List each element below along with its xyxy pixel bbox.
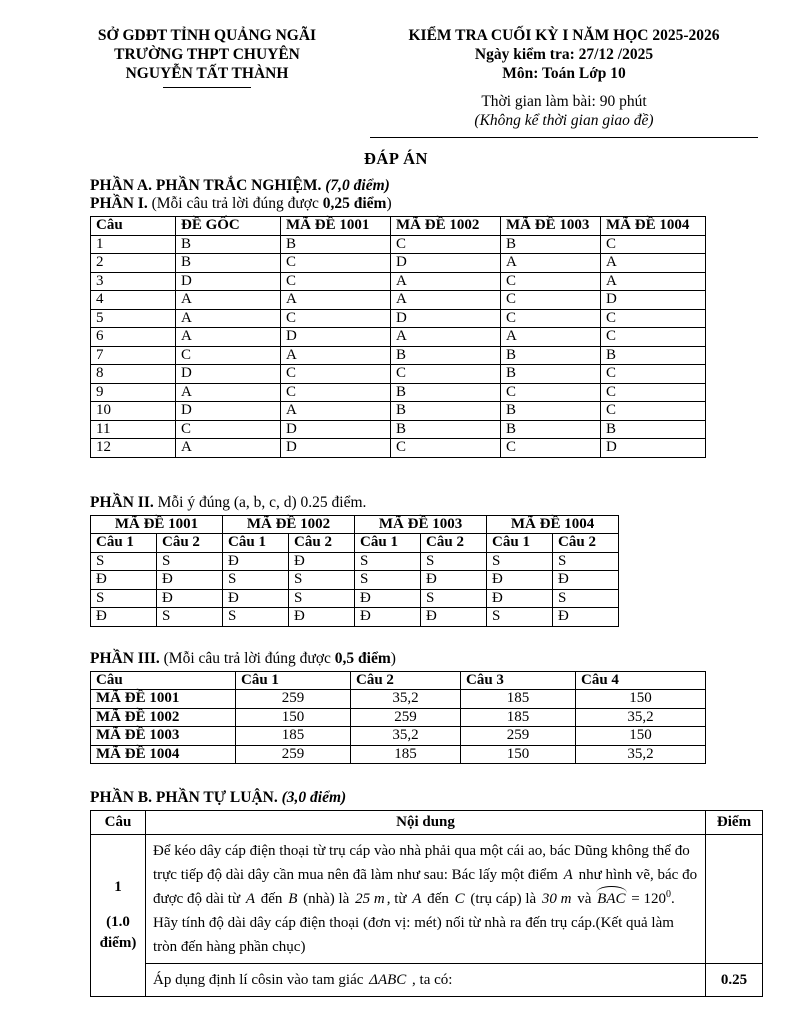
table-cell: C [281,254,391,273]
table-cell: B [601,420,706,439]
table-cell: 150 [461,745,576,764]
question-points-line2: điểm) [99,935,137,951]
table-cell: A [281,346,391,365]
table-cell: C [281,365,391,384]
part2-label: PHẦN II. [90,493,154,511]
table-cell: S [553,589,619,608]
table-cell: S [289,571,355,590]
section-a-label: PHẦN A. PHẦN TRẮC NGHIỆM. [90,177,326,194]
table-cell: B [176,235,281,254]
table-cell: C [281,309,391,328]
table-cell: 2 [91,254,176,273]
table-cell: B [501,420,601,439]
table-cell: 185 [351,745,461,764]
table-cell: B [391,383,501,402]
points-cell: 0.25 [706,964,763,997]
table-cell: Đ [487,571,553,590]
table-header-cell: Câu 1 [355,534,421,553]
table-cell: 259 [351,708,461,727]
table-cell: D [601,291,706,310]
table-cell: C [391,235,501,254]
table-cell: 185 [236,727,351,746]
department-name: SỞ GDĐT TỈNH QUẢNG NGÃI [97,27,317,44]
table-header-cell: Câu 1 [236,671,351,690]
table-cell: Đ [553,571,619,590]
table-header-cell: MÃ ĐỀ 1003 [501,217,601,236]
table-cell: 35,2 [351,727,461,746]
table-cell: B [501,346,601,365]
question-points-line1: (1.0 [106,914,130,930]
table-cell: Đ [223,589,289,608]
table-row [91,571,619,590]
table-cell: B [176,254,281,273]
section-a-points: (7,0 điểm) [325,177,390,194]
table-cell: D [391,309,501,328]
math-triangle-abc: ΔABC [369,972,407,988]
table-cell: S [355,552,421,571]
table-cell: 259 [236,745,351,764]
table-cell: C [176,420,281,439]
part3-heading-text: (Mỗi câu trả lời đúng được [159,649,335,667]
solution-text: Áp dụng định lí côsin vào tam giác [153,972,368,988]
table-cell: Đ [355,589,421,608]
essay-question-row [91,835,763,964]
part1-table-body [91,235,706,457]
table-row [91,309,706,328]
table-cell: C [391,365,501,384]
table-header-cell: MÃ ĐỀ 1001 [281,217,391,236]
table-row [91,439,706,458]
part2-answer-table [90,515,619,627]
exam-title: KIỂM TRA CUỐI KỲ I NĂM HỌC 2025-2026 [408,27,720,44]
table-cell: S [355,571,421,590]
essay-solution-row [91,964,763,997]
table-cell: D [176,365,281,384]
question-number: 1 [114,879,122,895]
table-header-cell: Điểm [706,811,763,835]
table-cell: A [501,254,601,273]
table-cell: A [176,291,281,310]
question-text: Để kéo dây cáp điện thoại từ trụ cáp vào nhà phải qua một cái ao, bác Dũng không thể đo trực tiếp độ dài dây cần mua nên đã làm như sau: Bác lấy một điểm [153,843,690,883]
question-text: như hình vẽ, bác đo được độ dài từ [153,867,698,907]
table-cell: S [553,552,619,571]
table-cell: 11 [91,420,176,439]
table-cell: B [391,346,501,365]
math-var-c: C [454,891,465,907]
table-cell: D [176,272,281,291]
table-cell: A [391,328,501,347]
table-cell: C [601,235,706,254]
table-cell: S [157,608,223,627]
table-cell: S [223,608,289,627]
table-cell: B [501,402,601,421]
table-cell: MÃ ĐỀ 1002 [91,708,236,727]
part2-heading [90,494,792,512]
math-var-a: A [563,867,573,883]
table-header-cell: MÃ ĐỀ 1002 [391,217,501,236]
table-cell: 5 [91,309,176,328]
exam-duration: Thời gian làm bài: 90 phút [481,93,647,110]
table-header-cell: Câu [91,811,146,835]
table-cell: D [176,402,281,421]
section-a-heading [90,177,792,195]
table-header-cell: Nội dung [146,811,706,835]
table-cell: A [391,272,501,291]
table-cell: 6 [91,328,176,347]
table-cell: 7 [91,346,176,365]
table-cell: Đ [355,608,421,627]
question-text: , từ [386,891,411,907]
math-degree-exponent: 0 [665,889,671,900]
table-row [91,608,619,627]
table-cell: MÃ ĐỀ 1003 [91,727,236,746]
table-header-cell: Câu 1 [223,534,289,553]
table-cell: 10 [91,402,176,421]
table-header-cell: Câu [91,671,236,690]
table-header-cell: Câu 2 [553,534,619,553]
part3-header-row [91,671,706,690]
table-cell: C [501,309,601,328]
essay-section-table [90,810,763,997]
table-cell: D [601,439,706,458]
table-cell: C [281,272,391,291]
table-header-cell: MÃ ĐỀ 1004 [601,217,706,236]
table-cell: 35,2 [576,745,706,764]
table-cell: A [501,328,601,347]
table-header-cell: MÃ ĐỀ 1003 [355,515,487,534]
table-cell: Đ [157,589,223,608]
table-row [91,254,706,273]
table-cell: Đ [289,552,355,571]
table-cell: 9 [91,383,176,402]
table-cell: 150 [576,727,706,746]
table-cell: Đ [91,571,157,590]
table-header-cell: Câu [91,217,176,236]
table-cell: A [601,254,706,273]
table-cell: A [281,402,391,421]
part2-group-header-row [91,515,619,534]
table-header-cell: ĐỀ GỐC [176,217,281,236]
part3-label: PHẦN III. [90,649,160,667]
table-row [91,365,706,384]
question-text: (nhà) là [299,891,354,907]
table-cell: C [601,383,706,402]
table-cell: D [281,328,391,347]
table-cell: A [176,328,281,347]
table-cell: B [281,235,391,254]
table-cell: A [281,291,391,310]
question-text: đến [423,891,453,907]
question-text: = 120 [627,891,666,907]
page-title: ĐÁP ÁN [364,149,428,168]
table-cell: S [289,589,355,608]
table-cell: B [501,365,601,384]
math-length-30m: 30 m [541,891,572,907]
table-cell: D [281,439,391,458]
question-number-spacer [92,898,144,912]
table-cell: Đ [487,589,553,608]
table-cell: 1 [91,235,176,254]
table-cell: 12 [91,439,176,458]
part1-label: PHẦN I. [90,195,148,212]
table-cell: 150 [576,690,706,709]
table-cell: 4 [91,291,176,310]
table-cell: C [501,291,601,310]
part3-points: 0,5 điểm [334,649,391,667]
question-content-cell [146,835,706,964]
table-cell: 8 [91,365,176,384]
table-cell: 150 [236,708,351,727]
table-cell: 35,2 [351,690,461,709]
table-row [91,291,706,310]
table-row [91,552,619,571]
table-cell: A [601,272,706,291]
table-cell: A [176,309,281,328]
part1-heading-close: ) [386,195,392,212]
table-cell: 259 [461,727,576,746]
table-cell: Đ [421,608,487,627]
part3-table-body [91,690,706,764]
table-cell: C [601,365,706,384]
table-row [91,383,706,402]
table-header-cell: MÃ ĐỀ 1002 [223,515,355,534]
header-long-divider [370,137,758,138]
table-row [91,346,706,365]
table-cell: D [281,420,391,439]
math-length-25m: 25 m [355,891,385,907]
question-text: . Hãy tính độ dài dây cáp điện thoại (đơn vị: mét) nối từ nhà ra đến trụ cáp.(Kết quả làm tròn đến hàng phần chục) [153,891,675,955]
math-var-a: A [245,891,256,907]
table-row [91,727,706,746]
part1-points: 0,25 điểm [322,195,387,212]
table-cell: S [487,608,553,627]
table-cell: C [281,383,391,402]
math-var-a: A [412,891,422,907]
part1-header-row [91,217,706,236]
table-row [91,745,706,764]
part1-heading-text: (Mỗi câu trả lời đúng được [147,195,323,212]
table-header-cell: Câu 4 [576,671,706,690]
table-row [91,589,619,608]
header-short-divider [163,87,251,88]
table-header-cell: Câu 1 [487,534,553,553]
table-row [91,328,706,347]
table-cell: C [176,346,281,365]
school-name-line2: NGUYỄN TẤT THÀNH [125,65,289,82]
table-cell: MÃ ĐỀ 1004 [91,745,236,764]
table-cell: Đ [91,608,157,627]
part2-table-body [91,552,619,626]
question-text: và [573,891,596,907]
exam-duration-note: (Không kể thời gian giao đề) [474,112,654,129]
table-cell: C [601,328,706,347]
section-b-points: (3,0 điểm) [281,789,347,806]
table-header-cell: Câu 2 [289,534,355,553]
part2-sub-header-row [91,534,619,553]
table-cell: C [601,309,706,328]
part3-heading [90,650,792,668]
essay-header-row [91,811,763,835]
table-cell: Đ [553,608,619,627]
table-cell: D [391,254,501,273]
points-cell-empty [706,835,763,964]
table-row [91,402,706,421]
school-name-line1: TRƯỜNG THPT CHUYÊN [114,46,300,63]
table-cell: Đ [223,552,289,571]
essay-table-body [91,835,763,997]
table-cell: A [176,383,281,402]
table-row [91,235,706,254]
table-header-cell: Câu 2 [351,671,461,690]
math-var-b: B [288,891,298,907]
table-cell: C [501,272,601,291]
part3-heading-close: ) [390,649,396,667]
table-cell: 35,2 [576,708,706,727]
table-cell: S [157,552,223,571]
solution-text: , ta có: [408,972,453,988]
question-number-cell [91,835,146,997]
document-header [0,0,792,138]
table-header-cell: Câu 2 [421,534,487,553]
table-cell: 259 [236,690,351,709]
part2-heading-text: Mỗi ý đúng (a, b, c, d) 0.25 điểm. [153,493,367,511]
table-row [91,690,706,709]
table-cell: B [391,420,501,439]
header-spacer [370,83,758,92]
table-cell: C [501,383,601,402]
table-header-cell: Câu 2 [157,534,223,553]
table-cell: Đ [421,571,487,590]
table-cell: MÃ ĐỀ 1001 [91,690,236,709]
solution-step-cell [146,964,706,997]
exam-subject: Môn: Toán Lớp 10 [502,65,626,82]
table-cell: S [421,589,487,608]
part1-heading [90,195,792,213]
table-header-cell: MÃ ĐỀ 1004 [487,515,619,534]
section-b-label: PHẦN B. PHẦN TỰ LUẬN. [90,789,282,806]
table-cell: B [601,346,706,365]
exam-header-block [370,26,758,138]
table-cell: C [501,439,601,458]
table-cell: C [601,402,706,421]
table-cell: S [223,571,289,590]
table-cell: S [91,552,157,571]
part1-answer-table [90,216,706,458]
table-header-cell: Câu 3 [461,671,576,690]
table-header-cell: Câu 1 [91,534,157,553]
document-body [0,177,792,997]
table-cell: A [391,291,501,310]
section-b-heading [90,789,792,807]
table-cell: S [487,552,553,571]
exam-date: Ngày kiểm tra: 27/12 /2025 [474,46,654,63]
table-cell: C [391,439,501,458]
part3-answer-table [90,671,706,765]
table-cell: B [501,235,601,254]
table-cell: Đ [289,608,355,627]
table-cell: 185 [461,690,576,709]
question-text: đến [257,891,287,907]
table-cell: S [421,552,487,571]
table-cell: A [176,439,281,458]
table-cell: 3 [91,272,176,291]
table-cell: Đ [157,571,223,590]
table-row [91,708,706,727]
math-angle-bac: BAC [595,887,627,911]
school-header-block [56,26,358,138]
table-row [91,420,706,439]
table-header-cell: MÃ ĐỀ 1001 [91,515,223,534]
table-cell: 185 [461,708,576,727]
question-text: (trụ cáp) là [466,891,540,907]
table-cell: S [91,589,157,608]
table-cell: B [391,402,501,421]
table-row [91,272,706,291]
